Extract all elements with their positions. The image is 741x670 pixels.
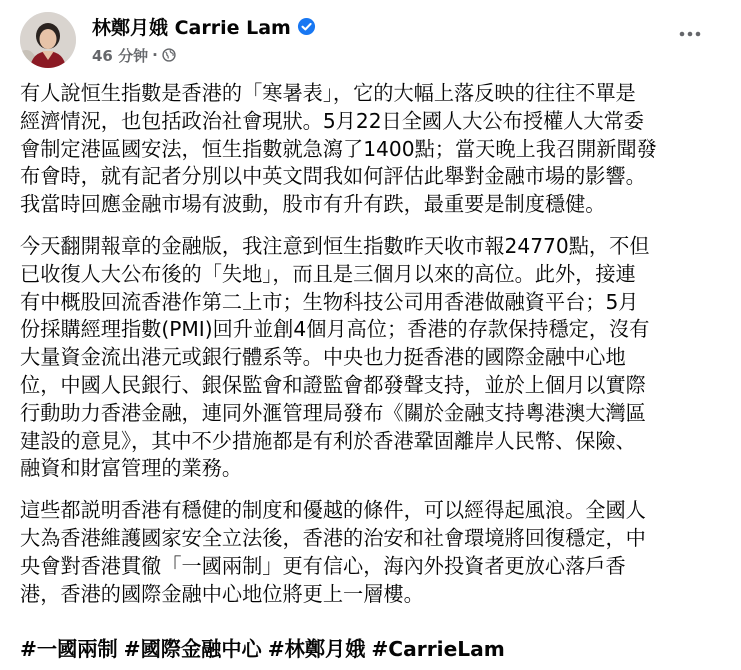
- post-header: [20, 10, 720, 72]
- author-block: [92, 12, 316, 68]
- avatar[interactable]: [20, 12, 76, 68]
- post-text-line: 我當時回應金融市場有波動，股市有升有跌，最重要是制度穩健。: [20, 192, 606, 217]
- avatar-image: [20, 12, 76, 68]
- post-text-line: 這些都説明香港有穩健的制度和優越的條件，可以經得起風浪。全國人: [20, 498, 646, 523]
- hashtag-link[interactable]: #林鄭月娥: [267, 637, 366, 661]
- post-paragraph: [20, 497, 726, 608]
- post-body: [20, 80, 726, 622]
- verified-badge-icon: [297, 17, 316, 36]
- post-text-line: 融資和財富管理的業務。: [20, 456, 243, 481]
- post-paragraph: [20, 80, 726, 219]
- hashtag-row: [20, 635, 726, 663]
- meta-separator: ·: [152, 46, 158, 64]
- post-text-line: 經濟情況，也包括政治社會現狀。5月22日全國人大公布授權人大常委: [20, 108, 644, 133]
- author-row: [92, 12, 316, 40]
- globe-icon[interactable]: [162, 48, 176, 62]
- hashtag-link[interactable]: #一國兩制: [20, 637, 118, 661]
- post-text-line: 份採購經理指數(PMI)回升並創4個月高位；香港的存款保持穩定，沒有: [20, 317, 650, 342]
- author-name[interactable]: 林鄭月娥 Carrie Lam: [92, 16, 291, 39]
- post-text-line: 位，中國人民銀行、銀保監會和證監會都發聲支持，並於上個月以實際: [20, 372, 646, 397]
- hashtag-link[interactable]: #國際金融中心: [123, 637, 262, 661]
- post-text-line: 布會時，就有記者分別以中英文問我如何評估此舉對金融市場的影響。: [20, 164, 646, 189]
- more-options-button[interactable]: [670, 14, 710, 54]
- post-text-line: 有人說恒生指數是香港的「寒暑表」，它的大幅上落反映的往往不單是: [20, 81, 636, 105]
- post-text-line: 大量資金流出港元或銀行體系等。中央也力挺香港的國際金融中心地: [20, 345, 626, 370]
- hashtag-link[interactable]: #CarrieLam: [371, 637, 505, 661]
- post-meta: [92, 42, 316, 68]
- post-text-line: 今天翻開報章的金融版，我注意到恒生指數昨天收市報24770點，不但: [20, 233, 650, 258]
- post-text-line: 港，香港的國際金融中心地位將更上一層樓。: [20, 581, 424, 606]
- post-text-line: 有中概股回流香港作第二上市；生物科技公司用香港做融資平台；5月: [20, 289, 639, 314]
- post-text-line: 建設的意見》，其中不少措施都是有利於香港鞏固離岸人民幣、保險、: [20, 428, 636, 453]
- post-text-line: 行動助力香港金融，連同外滙管理局發布《關於金融支持粵港澳大灣區: [20, 400, 646, 425]
- more-dots-icon: [679, 31, 701, 37]
- post-text-line: 會制定港區國安法，恒生指數就急瀉了1400點；當天晚上我召開新聞發: [20, 136, 657, 161]
- post-text-line: 央會對香港貫徹「一國兩制」更有信心，海內外投資者更放心落戶香: [20, 553, 626, 578]
- post-timestamp[interactable]: 46 分钟: [92, 46, 149, 65]
- post-text-line: 已收復人大公布後的「失地」，而且是三個月以來的高位。此外，接連: [20, 261, 636, 286]
- post-text-line: 大為香港維護國家安全立法後，香港的治安和社會環境將回復穩定，中: [20, 525, 646, 550]
- post-paragraph: [20, 233, 726, 483]
